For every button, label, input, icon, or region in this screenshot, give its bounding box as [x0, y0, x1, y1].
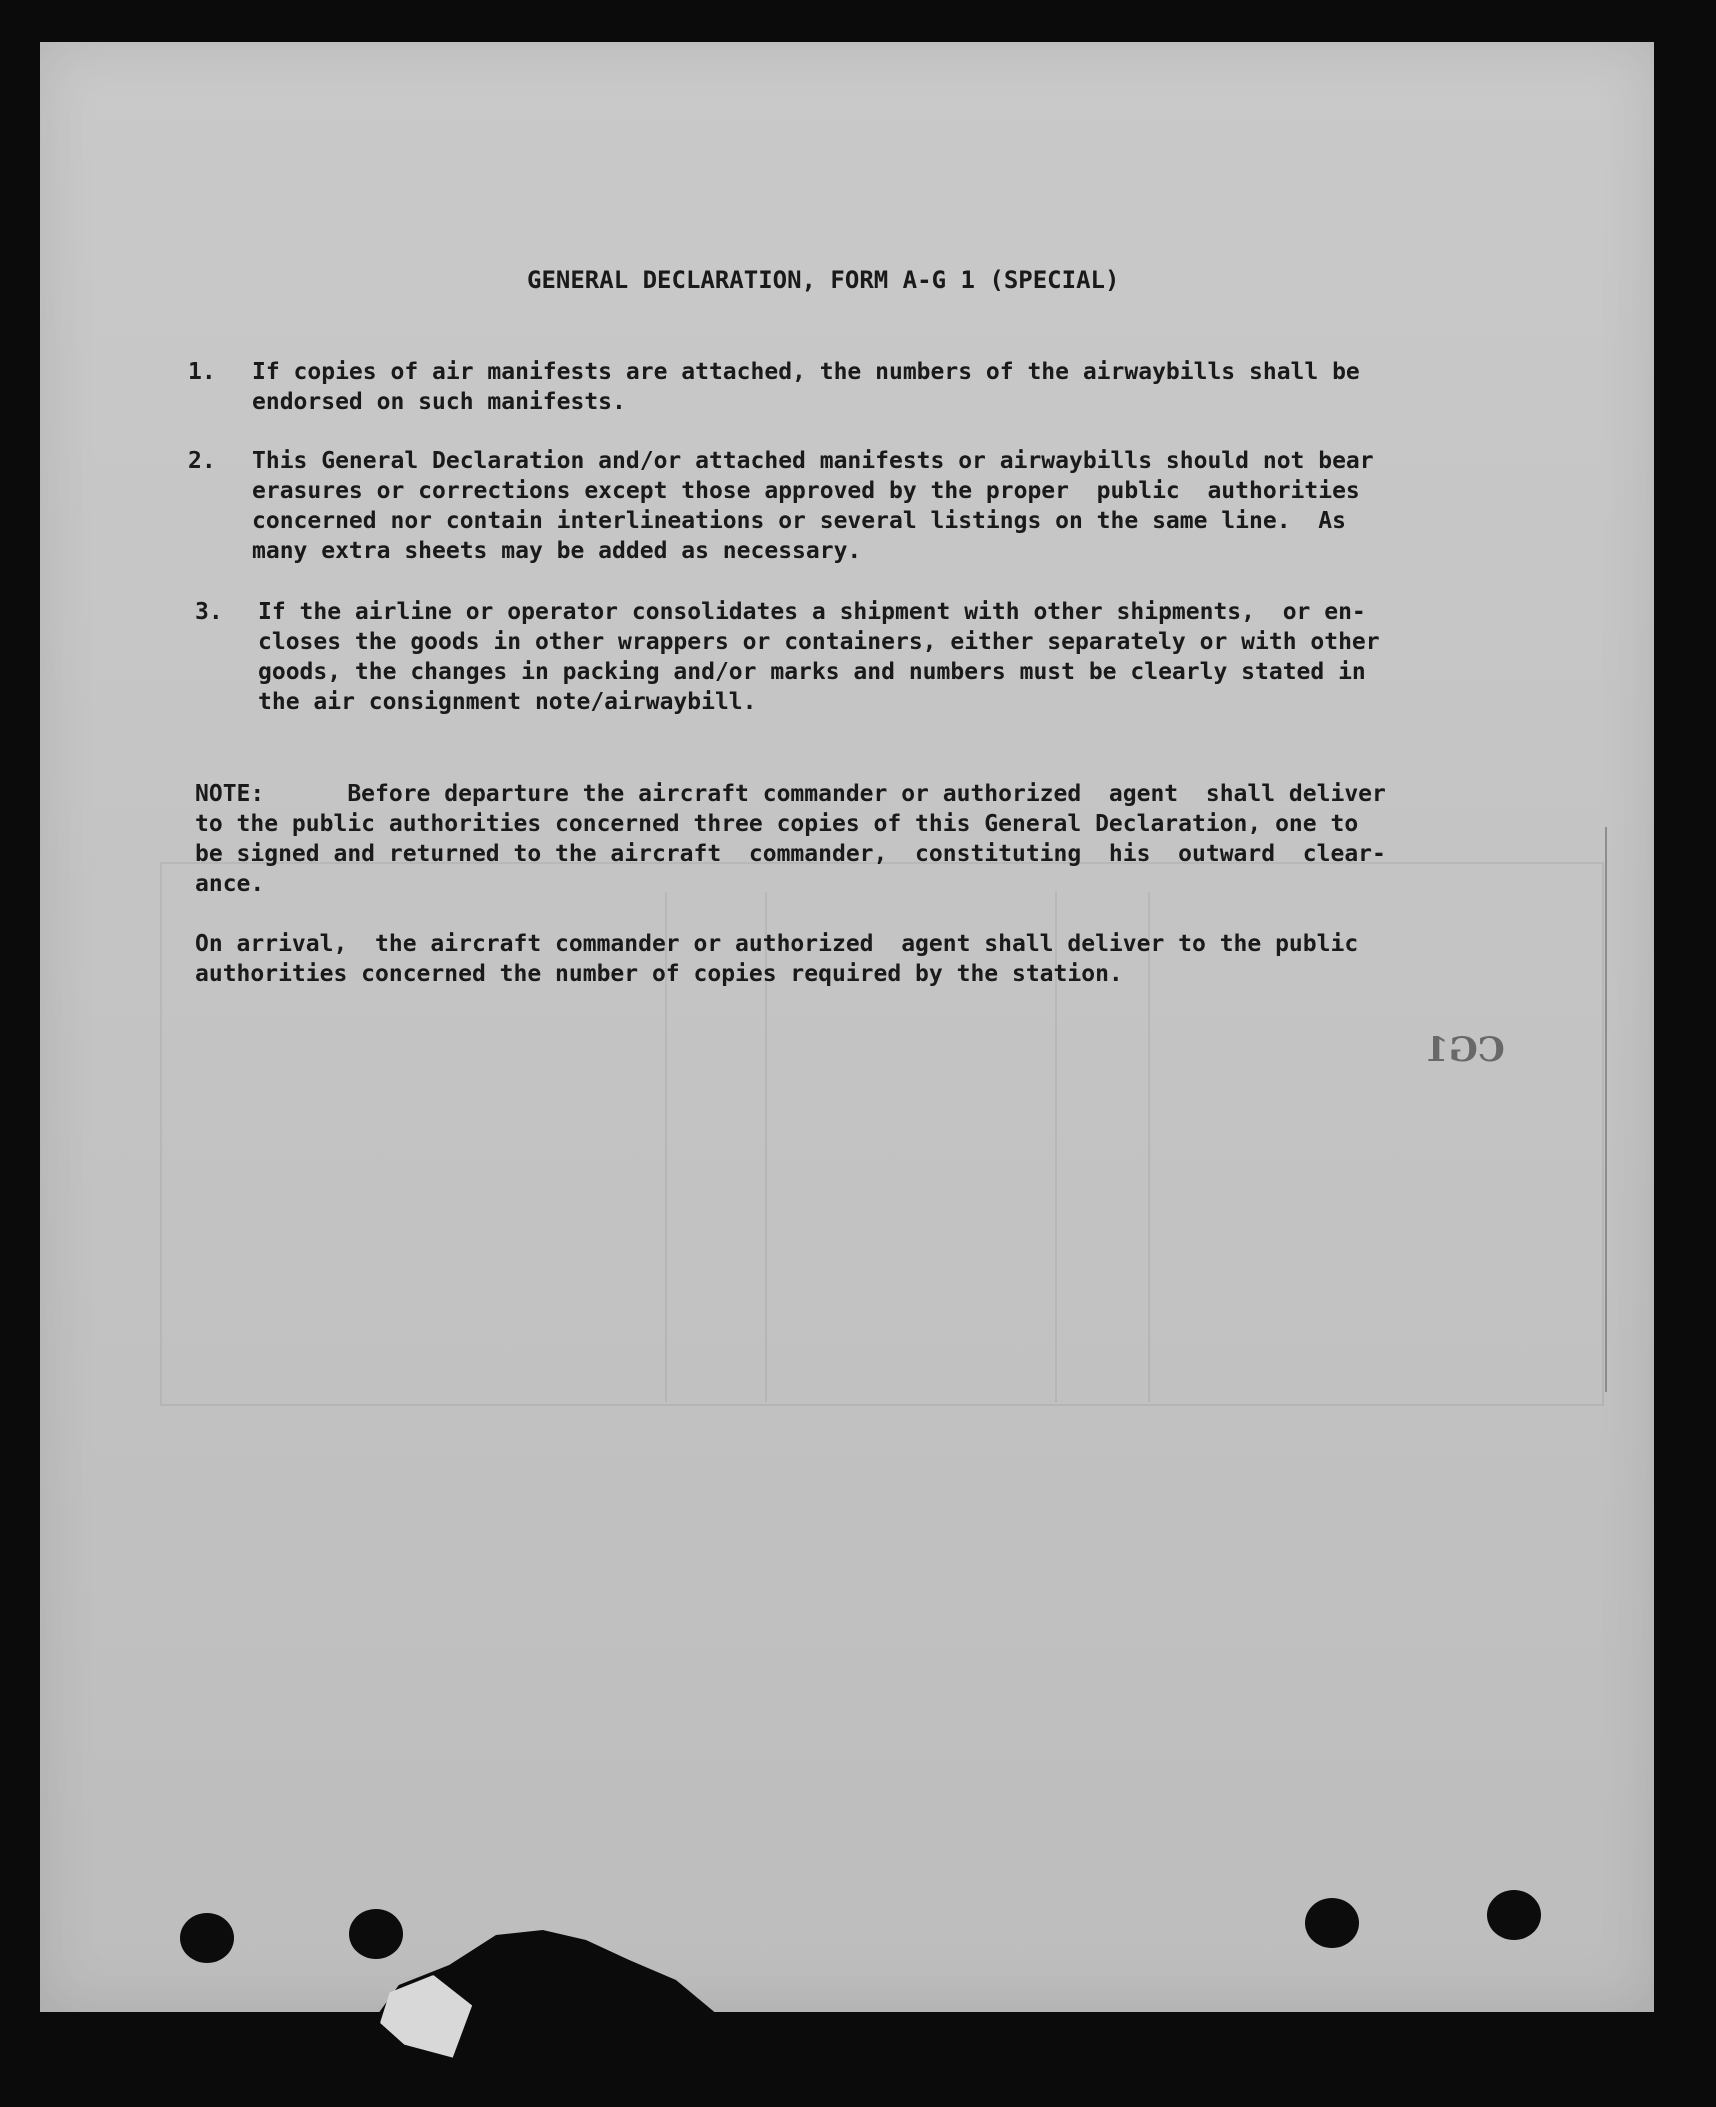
bleed-through-vertical-rule: [1605, 827, 1607, 1392]
item-line: If copies of air manifests are attached, the numbers of the airwaybills shall be: [252, 359, 1360, 385]
note-line: NOTE: Before departure the aircraft commander or authorized agent shall deliver: [195, 781, 1386, 807]
note-line: be signed and returned to the aircraft commander, constituting his outward clear-: [195, 841, 1386, 867]
item-line: erasures or corrections except those approved by the proper public authorities: [252, 478, 1360, 504]
punch-hole: [349, 1909, 403, 1959]
note-line: ance.: [195, 871, 265, 897]
item-line: the air consignment note/airwaybill.: [258, 689, 757, 715]
item-line: This General Declaration and/or attached manifests or airwaybills should not bear: [252, 448, 1374, 474]
item-line: concerned nor contain interlineations or several listings on the same line. As: [252, 508, 1346, 534]
arrival-line: authorities concerned the number of copies required by the station.: [195, 961, 1123, 987]
note-paragraph: [195, 779, 1386, 899]
item-number: 1.: [188, 359, 216, 385]
item-number: 2.: [188, 448, 216, 474]
bleed-through-mark: CG1: [1425, 1030, 1505, 1070]
punch-hole: [180, 1913, 234, 1963]
item-line: If the airline or operator consolidates a shipment with other shipments, or en-: [258, 599, 1366, 625]
item-3-text: [258, 597, 1380, 717]
item-line: closes the goods in other wrappers or containers, either separately or with other: [258, 629, 1380, 655]
document-title: GENERAL DECLARATION, FORM A-G 1 (SPECIAL): [527, 266, 1120, 294]
punch-hole: [1487, 1890, 1541, 1940]
item-line: many extra sheets may be added as necessary.: [252, 538, 862, 564]
note-line: to the public authorities concerned three copies of this General Declaration, one to: [195, 811, 1359, 837]
item-line: endorsed on such manifests.: [252, 389, 626, 415]
item-number: 3.: [195, 599, 223, 625]
document-sheet: [40, 42, 1654, 2012]
punch-hole: [1305, 1898, 1359, 1948]
arrival-line: On arrival, the aircraft commander or authorized agent shall deliver to the public: [195, 931, 1359, 957]
arrival-paragraph: [195, 929, 1358, 989]
item-line: goods, the changes in packing and/or marks and numbers must be clearly stated in: [258, 659, 1366, 685]
item-1-text: [252, 357, 1360, 417]
item-2-text: [252, 446, 1374, 566]
